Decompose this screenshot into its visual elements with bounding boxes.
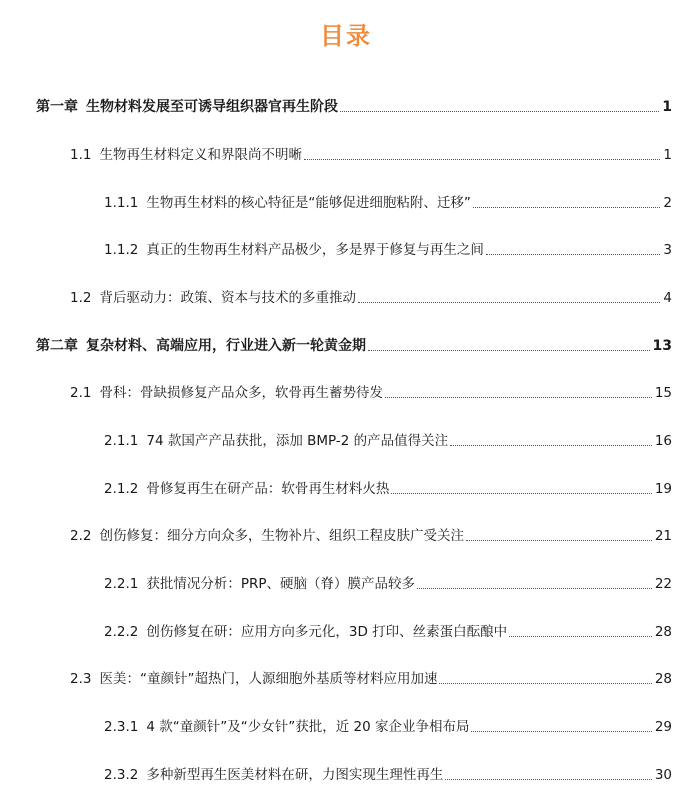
toc-entry-number: 1.1 bbox=[70, 147, 92, 163]
toc-title: 目录 bbox=[320, 22, 372, 50]
toc-entry-chapter-1[interactable] bbox=[36, 97, 672, 117]
toc-entry-2-1[interactable] bbox=[70, 383, 672, 403]
toc-entry-page: 30 bbox=[654, 767, 672, 783]
toc-entry-page: 28 bbox=[654, 624, 672, 640]
toc-leader-dots bbox=[486, 253, 661, 255]
toc-entry-number: 1.1.2 bbox=[104, 242, 139, 258]
toc-entry-number: 1.1.1 bbox=[104, 195, 139, 211]
toc-entry-2-3[interactable] bbox=[70, 669, 672, 689]
toc-entry-text: 创伤修复在研：应用方向多元化，3D 打印、丝素蛋白酝酿中 bbox=[146, 624, 508, 640]
toc-entry-page: 15 bbox=[654, 385, 672, 401]
toc-entry-number: 2.2.1 bbox=[104, 576, 139, 592]
toc-entry-2-2-1[interactable] bbox=[104, 574, 672, 594]
toc-entry-text: 骨修复再生在研产品：软骨再生材料火热 bbox=[146, 481, 390, 497]
toc-entry-2-3-2[interactable] bbox=[104, 765, 672, 785]
toc-entry-number: 2.3 bbox=[70, 671, 92, 687]
toc-leader-dots bbox=[450, 444, 652, 446]
toc-leader-dots bbox=[466, 539, 652, 541]
toc-entry-number: 第一章 bbox=[36, 99, 78, 115]
toc-entry-text: 生物材料发展至可诱导组织器官再生阶段 bbox=[86, 99, 338, 115]
toc-entry-text: 创伤修复：细分方向众多，生物补片、组织工程皮肤广受关注 bbox=[99, 528, 464, 544]
toc-entry-2-1-2[interactable] bbox=[104, 479, 672, 499]
toc-entry-number: 2.1 bbox=[70, 385, 92, 401]
toc-entry-page: 28 bbox=[654, 671, 672, 687]
toc-entry-number: 2.3.2 bbox=[104, 767, 139, 783]
toc-leader-dots bbox=[368, 349, 650, 351]
toc-entry-page: 4 bbox=[663, 290, 672, 306]
toc-entry-page: 19 bbox=[654, 481, 672, 497]
toc-entry-text: 生物再生材料定义和界限尚不明晰 bbox=[99, 147, 302, 163]
toc-leader-dots bbox=[471, 730, 651, 732]
toc-entry-page: 16 bbox=[654, 433, 672, 449]
toc-entry-text: 获批情况分析：PRP、硬脑（脊）膜产品较多 bbox=[146, 576, 416, 592]
toc-entry-1-1-1[interactable] bbox=[104, 193, 672, 213]
toc-entry-number: 2.3.1 bbox=[104, 719, 139, 735]
toc-entry-2-2-2[interactable] bbox=[104, 622, 672, 642]
toc-entry-text: 复杂材料、高端应用，行业进入新一轮黄金期 bbox=[86, 338, 366, 354]
toc-entry-page: 21 bbox=[654, 528, 672, 544]
toc-leader-dots bbox=[445, 778, 651, 780]
toc-leader-dots bbox=[385, 396, 652, 398]
toc-entry-text: 背后驱动力：政策、资本与技术的多重推动 bbox=[99, 290, 356, 306]
toc-entry-text: 4 款“童颜针”及“少女针”获批，近 20 家企业争相布局 bbox=[146, 719, 470, 735]
toc-entry-page: 3 bbox=[663, 242, 672, 258]
toc-entry-page: 29 bbox=[654, 719, 672, 735]
toc-leader-dots bbox=[439, 682, 651, 684]
toc-entry-number: 2.2.2 bbox=[104, 624, 139, 640]
toc-entry-2-2[interactable] bbox=[70, 526, 672, 546]
toc-entry-1-1-2[interactable] bbox=[104, 240, 672, 260]
toc-entry-number: 2.2 bbox=[70, 528, 92, 544]
toc-entry-number: 2.1.1 bbox=[104, 433, 139, 449]
toc-leader-dots bbox=[473, 206, 661, 208]
toc-entry-page: 1 bbox=[662, 99, 672, 115]
toc-entry-chapter-2[interactable] bbox=[36, 336, 672, 356]
toc-leader-dots bbox=[340, 110, 659, 112]
toc-leader-dots bbox=[417, 587, 652, 589]
toc-entry-text: 多种新型再生医美材料在研，力图实现生理性再生 bbox=[146, 767, 444, 783]
toc-entry-text: 生物再生材料的核心特征是“能够促进细胞粘附、迁移” bbox=[146, 195, 471, 211]
toc-leader-dots bbox=[304, 158, 660, 160]
toc-entry-number: 1.2 bbox=[70, 290, 92, 306]
toc-entry-text: 真正的生物再生材料产品极少，多是界于修复与再生之间 bbox=[146, 242, 484, 258]
toc-entry-1-1[interactable] bbox=[70, 145, 672, 165]
toc-entry-text: 医美：“童颜针”超热门，人源细胞外基质等材料应用加速 bbox=[99, 671, 438, 687]
toc-entry-text: 74 款国产产品获批，添加 BMP-2 的产品值得关注 bbox=[146, 433, 449, 449]
toc-entry-number: 2.1.2 bbox=[104, 481, 139, 497]
toc-leader-dots bbox=[358, 301, 660, 303]
toc-entry-page: 2 bbox=[663, 195, 672, 211]
toc-entry-2-1-1[interactable] bbox=[104, 431, 672, 451]
toc-entry-text: 骨科：骨缺损修复产品众多，软骨再生蓄势待发 bbox=[99, 385, 383, 401]
toc-entry-2-3-1[interactable] bbox=[104, 717, 672, 737]
toc-leader-dots bbox=[509, 635, 652, 637]
toc-entry-1-2[interactable] bbox=[70, 288, 672, 308]
toc-leader-dots bbox=[391, 492, 651, 494]
toc-entry-page: 22 bbox=[654, 576, 672, 592]
toc-entry-page: 1 bbox=[663, 147, 672, 163]
toc-entry-page: 13 bbox=[652, 338, 672, 354]
toc-entry-number: 第二章 bbox=[36, 338, 78, 354]
